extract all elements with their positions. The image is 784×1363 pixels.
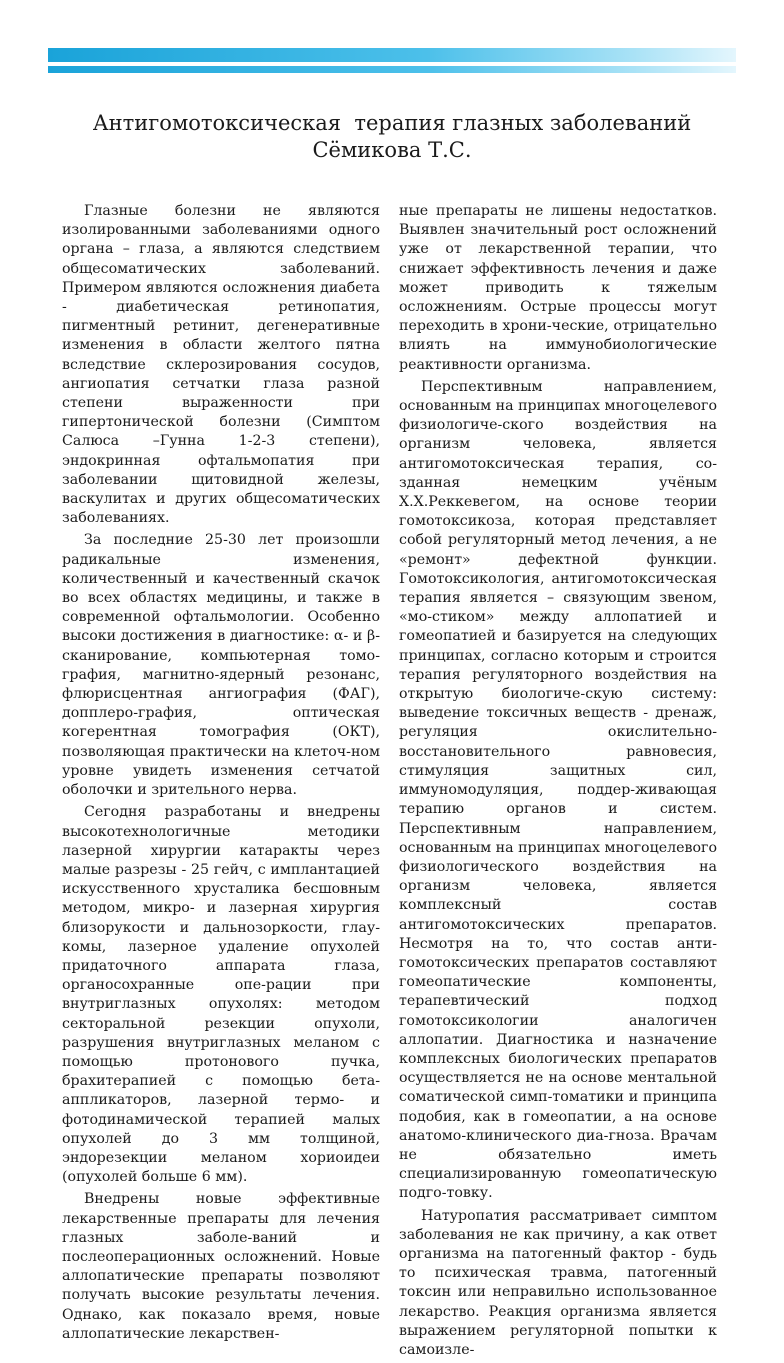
article-author: Сёмикова Т.С.: [312, 138, 472, 162]
article-title: Антигомотоксическая терапия глазных заболеваний: [92, 111, 692, 135]
paragraph: За последние 25-30 лет произошли радикальные изменения, количественный и качественный скачок во всех областях медицины, и также в современной офтальмологии. Особенно высоки достижения в диагностике: α- и β-сканирование, компьютерная томо-графия, магнитно-ядерный резонанс, флюрисцентная ангиография (ФАГ), допплеро-графия, оптическая когерентная томография (ОКТ), позволяющая практически на клеточ-ном уровне увидеть изменения сетчатой оболочки и зрительного нерва.: [62, 532, 380, 799]
paragraph: Натуропатия рассматривает симптом заболевания не как причину, а как ответ организма на патогенный фактор - будь то психическая травма, патогенный токсин или неправильно использованное лекарство. Реакция организма является выражением регуляторной попытки к самоизле-: [399, 1207, 717, 1358]
paragraph: ные препараты не лишены недостатков. Выявлен значительный рост осложнений уже от лекарственной терапии, что снижает эффективность лечения и даже может приводить к тяжелым осложнениям. Острые процессы могут переходить в хрони-ческие, отрицательно влиять на иммунобиологические реактивности организма.: [399, 203, 717, 373]
right-column: [399, 202, 717, 1363]
left-column: [62, 202, 380, 1347]
header-decorative-band-bottom: [48, 66, 736, 73]
paragraph: Внедрены новые эффективные лекарственные препараты для лечения глазных заболе-ваний и послеоперационных осложнений. Новые аллопатические препараты позволяют получать высокие результаты лечения. Однако, как показало время, новые аллопатические лекарствен-: [62, 1191, 380, 1342]
paragraph: Глазные болезни не являются изолированными заболеваниями одного органа – глаза, а являются следствием общесоматических заболеваний. Примером являются осложнения диабета - диабетическая ретинопатия, пигментный ретинит, дегенеративные изменения в области желтого пятна вследствие склерозирования сосудов, ангиопатия сетчатки глаза разной степени выраженности при гипертонической болезни (Симптом Салюса –Гунна 1-2-3 степени), эндокринная офтальмопатия при заболевании щитовидной железы, васкулитах и других общесоматических заболеваниях.: [62, 203, 380, 527]
paragraph: Перспективным направлением, основанным на принципах многоцелевого физиологиче-ского воздействия на организм человека, является антигомотоксическая терапия, со-зданная немецким учёным Х.Х.Реккевегом, на основе теории гомотоксикоза, которая представляет собой регуляторный метод лечения, а не «ремонт» дефектной функции. Гомотоксикология, антигомотоксическая терапия является – связующим звеном, «мо-стиком» между аллопатией и гомеопатией и базируется на следующих принципах, согласно которым и строится терапия регуляторного воздействия на открытую биологиче-скую систему: выведение токсичных веществ - дренаж, регуляция окислительно-восстановительного равновесия, стимуляция защитных сил, иммуномодуляция, поддер-живающая терапию органов и систем. Перспективным направлением, основанным на принципах многоцелевого физиологического воздействия на организм человека, является комплексный состав антигомотоксических препаратов. Несмотря на то, что состав анти-гомотоксических препаратов составляют гомеопатические компоненты, терапевтический подход гомотоксикологии аналогичен аллопатии. Диагностика и назначение комплексных биологических препаратов осуществляется не на основе ментальной соматической симп-томатики и принципа подобия, как в гомеопатии, а на основе анатомо-клинического диа-гноза. Врачам не обязательно иметь специализированную гомеопатическую подго-товку.: [399, 378, 717, 1202]
paragraph: Сегодня разработаны и внедрены высокотехнологичные методики лазерной хирургии катаракты через малые разрезы - 25 гейч, с имплантацией искусственного хрусталика бесшовным методом, микро- и лазерная хирургия близорукости и дальнозоркости, глау-комы, лазерное удаление опухолей придаточного аппарата глаза, органосохранные опе-рации при внутриглазных опухолях: методом секторальной резекции опухоли, разрушения внутриглазных меланом с помощью протонового пучка, брахитерапией с помощью бета-аппликаторов, лазерной термо- и фотодинамической терапией малых опухолей до 3 мм толщиной, эндорезекции меланом хориоидеи (опухолей больше 6 мм).: [62, 804, 380, 1186]
header-decorative-band-top: [48, 48, 736, 62]
article-header: [0, 110, 784, 164]
